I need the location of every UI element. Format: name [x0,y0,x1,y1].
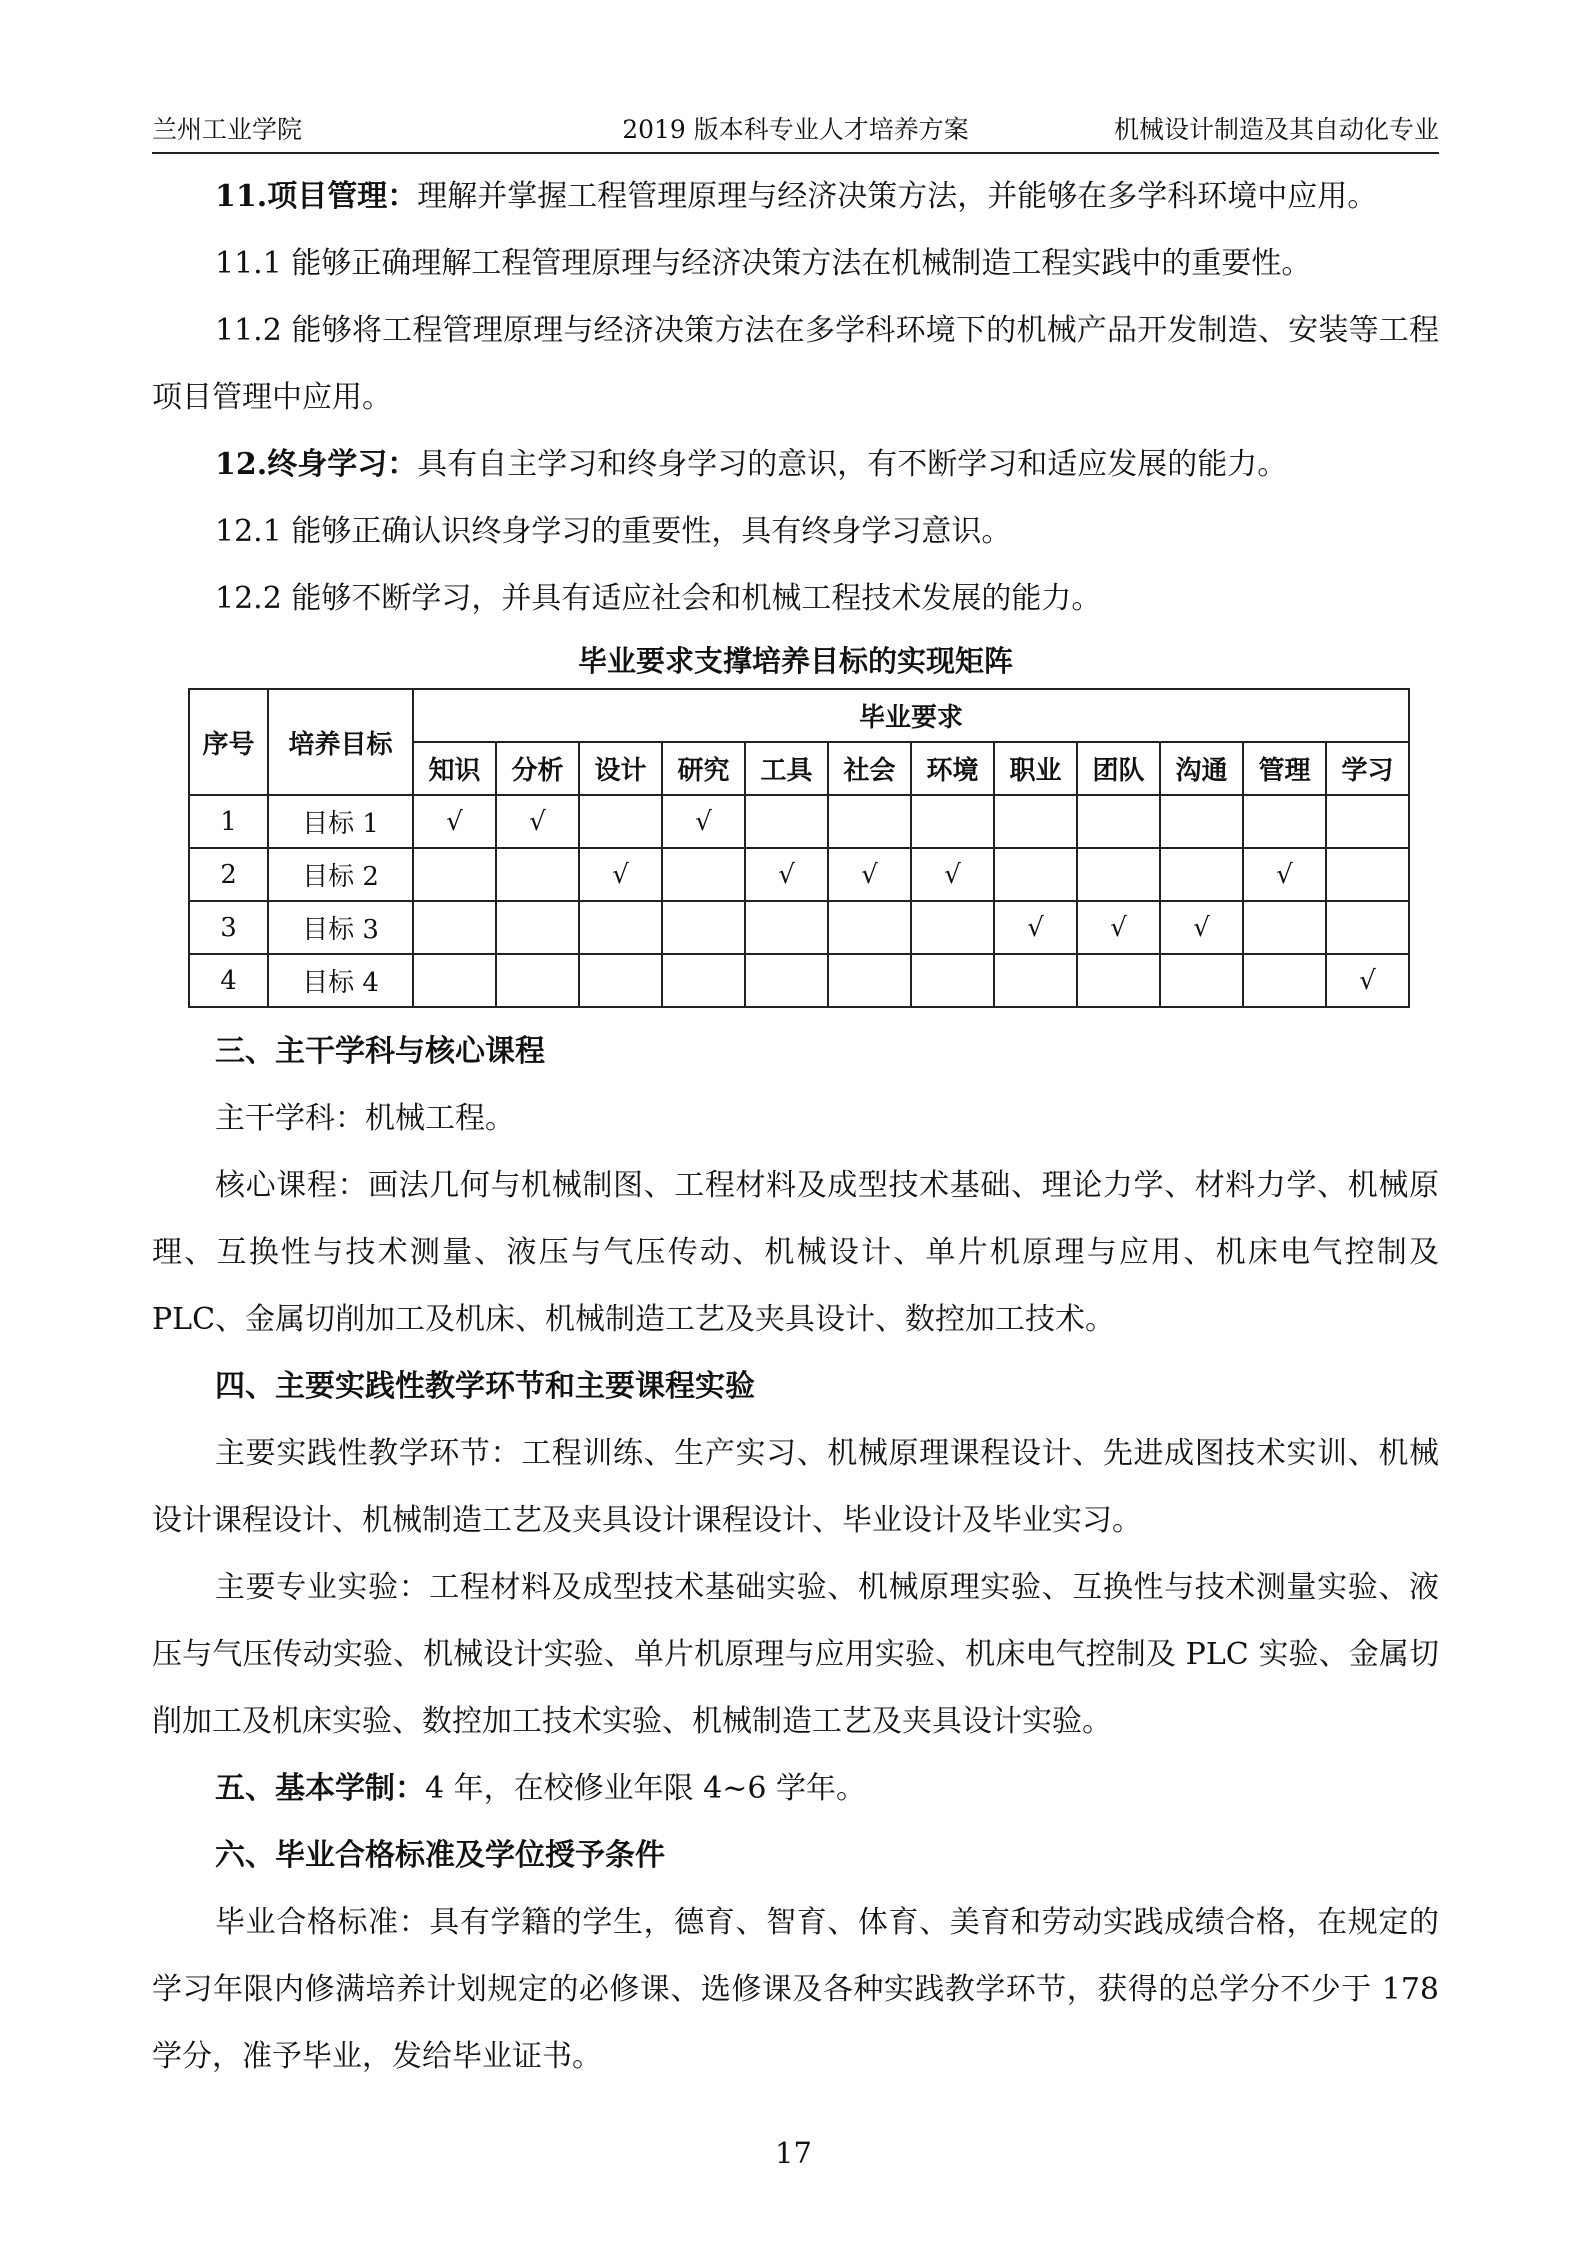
section3-core-courses: 核心课程：画法几何与机械制图、工程材料及成型技术基础、理论力学、材料力学、机械原理、互换性与技术测量、液压与气压传动、机械设计、单片机原理与应用、机床电气控制及 PLC、金属切削加工及机床、机械制造工艺及夹具设计、数控加工技术。 [152,1168,1439,1337]
column-header: 环境 [911,742,994,795]
req11-title: 11.项目管理： [215,179,418,214]
row-seq: 4 [189,954,268,1007]
matrix-caption: 毕业要求支撑培养目标的实现矩阵 [577,644,1013,678]
check-cell [1243,901,1326,954]
table-row [189,901,1409,954]
check-cell [579,901,662,954]
check-cell [1160,848,1243,901]
column-header: 研究 [662,742,745,795]
row-goal: 目标 3 [268,901,413,954]
check-cell [496,954,579,1007]
check-cell [413,901,496,954]
column-header: 社会 [828,742,911,795]
check-cell [828,954,911,1007]
check-cell [745,795,828,848]
req11-text: 理解并掌握工程管理原理与经济决策方法，并能够在多学科环境中应用。 [417,179,1378,214]
section3-heading: 三、主干学科与核心课程 [215,1034,545,1069]
check-cell: √ [662,795,745,848]
check-cell [911,901,994,954]
check-cell [1077,848,1160,901]
check-cell: √ [1077,901,1160,954]
check-cell [1243,954,1326,1007]
check-cell: √ [994,901,1077,954]
page-header [152,110,1439,154]
req11-2: 11.2 能够将工程管理原理与经济决策方法在多学科环境下的机械产品开发制造、安装等工程项目管理中应用。 [152,313,1439,415]
check-cell [1326,848,1409,901]
section6-heading: 六、毕业合格标准及学位授予条件 [215,1838,665,1873]
column-header: 分析 [496,742,579,795]
check-cell [662,848,745,901]
check-cell [994,795,1077,848]
section4-practice: 主要实践性教学环节：工程训练、生产实习、机械原理课程设计、先进成图技术实训、机械设计课程设计、机械制造工艺及夹具设计课程设计、毕业设计及毕业实习。 [152,1436,1439,1538]
header-plan-title: 2019 版本科专业人才培养方案 [622,115,969,144]
check-cell: √ [828,848,911,901]
section3-discipline: 主干学科：机械工程。 [215,1101,515,1136]
check-cell [911,954,994,1007]
check-cell [1160,954,1243,1007]
check-cell: √ [1160,901,1243,954]
column-header: 工具 [745,742,828,795]
table-row [189,954,1409,1007]
req12-2: 12.2 能够不断学习，并具有适应社会和机械工程技术发展的能力。 [215,581,1102,616]
check-cell [662,954,745,1007]
check-cell [1160,795,1243,848]
check-cell [413,848,496,901]
column-header: 管理 [1243,742,1326,795]
column-header: 团队 [1077,742,1160,795]
check-cell [1326,795,1409,848]
row-seq: 3 [189,901,268,954]
table-row [189,848,1409,901]
row-goal: 目标 1 [268,795,413,848]
section4-experiments: 主要专业实验：工程材料及成型技术基础实验、机械原理实验、互换性与技术测量实验、液压与气压传动实验、机械设计实验、单片机原理与应用实验、机床电气控制及 PLC 实验、金属切削加工及机床实验、数控加工技术实验、机械制造工艺及夹具设计实验。 [152,1570,1439,1739]
check-cell: √ [496,795,579,848]
page-content [152,163,1439,2090]
section5-text: 4 年，在校修业年限 4~6 学年。 [425,1771,867,1806]
check-cell: √ [579,848,662,901]
row-goal: 目标 2 [268,848,413,901]
check-cell [745,954,828,1007]
check-cell [828,901,911,954]
row-goal: 目标 4 [268,954,413,1007]
check-cell [413,954,496,1007]
column-header: 沟通 [1160,742,1243,795]
check-cell: √ [1326,954,1409,1007]
section4-heading: 四、主要实践性教学环节和主要课程实验 [215,1369,755,1404]
check-cell [1077,954,1160,1007]
header-major: 机械设计制造及其自动化专业 [1113,115,1439,144]
col-goal-header: 培养目标 [268,689,413,795]
group-header: 毕业要求 [413,689,1409,742]
check-cell [496,901,579,954]
req12-paragraph [152,431,1439,498]
check-cell [579,954,662,1007]
row-seq: 1 [189,795,268,848]
support-matrix-table [188,688,1410,1008]
check-cell: √ [413,795,496,848]
matrix-body [189,795,1409,1007]
req12-text: 具有自主学习和终身学习的意识，有不断学习和适应发展的能力。 [417,447,1288,482]
check-cell [662,901,745,954]
row-seq: 2 [189,848,268,901]
check-cell [1326,901,1409,954]
check-cell [828,795,911,848]
section6-standard: 毕业合格标准：具有学籍的学生，德育、智育、体育、美育和劳动实践成绩合格，在规定的学习年限内修满培养计划规定的必修课、选修课及各种实践教学环节，获得的总学分不少于 178 学分，准予毕业，发给毕业证书。 [152,1905,1439,2074]
check-cell [1077,795,1160,848]
req11-1: 11.1 能够正确理解工程管理原理与经济决策方法在机械制造工程实践中的重要性。 [215,246,1312,281]
section5-paragraph [152,1755,1439,1822]
column-header: 设计 [579,742,662,795]
header-school: 兰州工业学院 [152,115,303,144]
check-cell [745,901,828,954]
check-cell [994,848,1077,901]
check-cell [496,848,579,901]
column-header: 职业 [994,742,1077,795]
check-cell [911,795,994,848]
col-seq-header: 序号 [189,689,268,795]
req12-1: 12.1 能够正确认识终身学习的重要性，具有终身学习意识。 [215,514,1012,549]
req12-title: 12.终身学习： [215,447,418,482]
check-cell [994,954,1077,1007]
check-cell: √ [911,848,994,901]
check-cell: √ [745,848,828,901]
page-number: 17 [775,2136,812,2170]
check-cell [1243,795,1326,848]
check-cell [579,795,662,848]
section5-heading: 五、基本学制： [215,1771,425,1806]
column-header: 学习 [1326,742,1409,795]
check-cell: √ [1243,848,1326,901]
req11-paragraph [152,163,1439,230]
table-row [189,795,1409,848]
column-header: 知识 [413,742,496,795]
